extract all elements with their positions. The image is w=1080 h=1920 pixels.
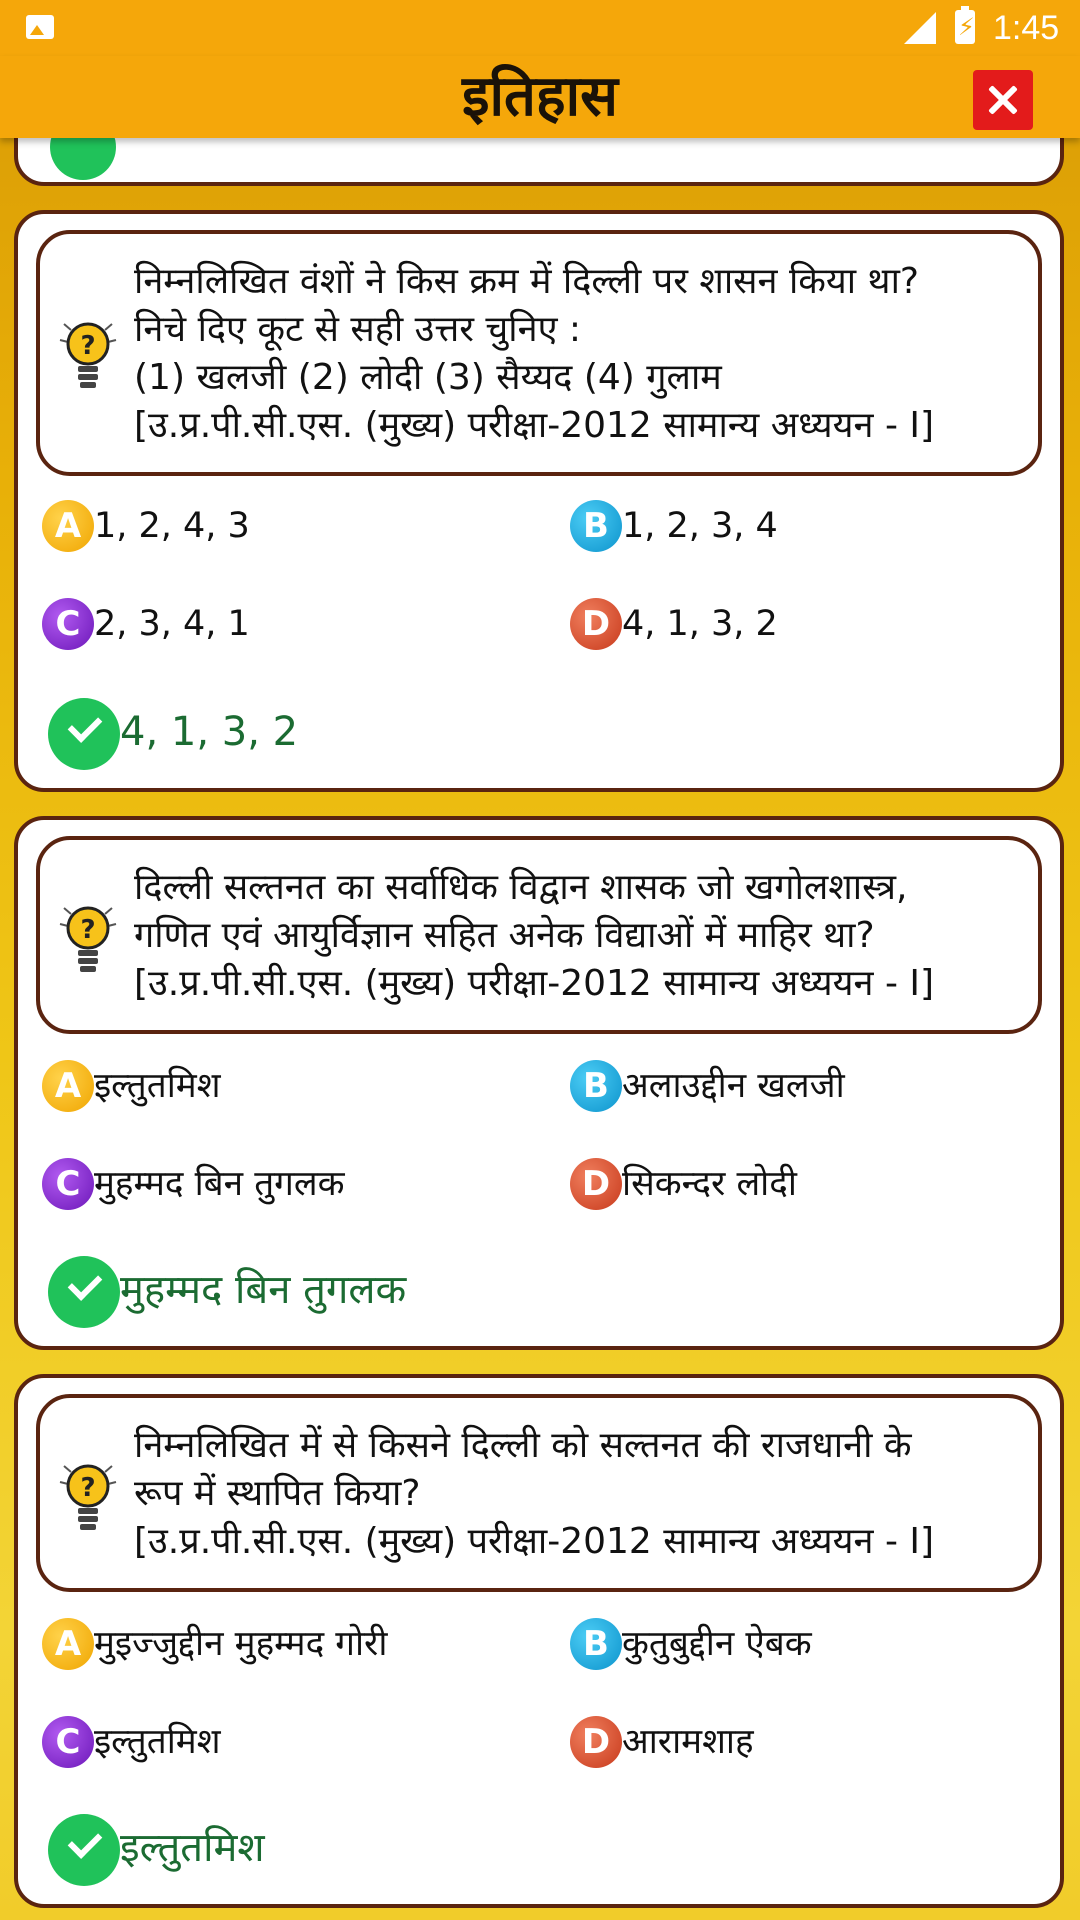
question-card [14, 816, 1064, 1350]
option-badge-c: C [42, 598, 94, 650]
question-text: दिल्ली सल्तनत का सर्वाधिक विद्वान शासक जो खगोलशास्त्र, गणित एवं आयुर्विज्ञान सहित अनेक विद्याओं में माहिर था? [उ.प्र.पी.सी.एस. (मुख्य) परीक्षा-2012 सामान्य अध्ययन - I] [134, 867, 935, 1004]
option-text: मुहम्मद बिन तुगलक [94, 1164, 345, 1204]
lightbulb-question-icon [56, 1456, 120, 1536]
status-bar [0, 0, 1080, 56]
svg-text:?: ? [80, 1473, 96, 1503]
page-title: इतिहास [461, 64, 619, 129]
option-badge-a: A [42, 1060, 94, 1112]
option-text: 4, 1, 3, 2 [622, 604, 778, 644]
correct-answer-text: इल्तुतमिश [120, 1825, 265, 1871]
status-time: 1:45 [993, 9, 1060, 47]
option-badge-c: C [42, 1158, 94, 1210]
question-box [36, 1394, 1042, 1592]
svg-text:?: ? [80, 915, 96, 945]
option-badge-a: A [42, 500, 94, 552]
question-box [36, 230, 1042, 476]
question-text: निम्नलिखित वंशों ने किस क्रम में दिल्ली पर शासन किया था? निचे दिए कूट से सही उत्तर चुनिए : (1) खलजी (2) लोदी (3) सैय्यद (4) गुलाम [उ.प्र.पी.सी.एस. (मुख्य) परीक्षा-2012 सामान्य अध्ययन - I] [134, 261, 935, 446]
question-box [36, 836, 1042, 1034]
option-text: इल्तुतमिश [94, 1722, 221, 1762]
option-badge-b: B [570, 1060, 622, 1112]
signal-icon [904, 12, 936, 44]
question-card [14, 1374, 1064, 1908]
option-text: 1, 2, 4, 3 [94, 506, 250, 546]
check-icon [48, 698, 120, 770]
option-badge-d: D [570, 598, 622, 650]
question-card [14, 210, 1064, 792]
image-icon [26, 15, 54, 39]
option-badge-b: B [570, 500, 622, 552]
check-icon [48, 1256, 120, 1328]
option-text: मुइज्जुद्दीन मुहम्मद गोरी [94, 1624, 388, 1664]
app-header [0, 56, 1080, 138]
correct-answer-text: 4, 1, 3, 2 [120, 709, 299, 755]
option-text: सिकन्दर लोदी [622, 1164, 797, 1204]
option-text: इल्तुतमिश [94, 1066, 221, 1106]
option-text: अलाउद्दीन खलजी [622, 1066, 845, 1106]
option-badge-a: A [42, 1618, 94, 1670]
correct-answer-text: मुहम्मद बिन तुगलक [120, 1267, 407, 1313]
lightbulb-question-icon [56, 898, 120, 978]
option-text: 1, 2, 3, 4 [622, 506, 778, 546]
option-badge-d: D [570, 1716, 622, 1768]
close-button[interactable] [973, 70, 1033, 130]
option-badge-c: C [42, 1716, 94, 1768]
option-text: आरामशाह [622, 1722, 754, 1762]
question-text: निम्नलिखित में से किसने दिल्ली को सल्तनत की राजधानी के रूप में स्थापित किया? [उ.प्र.पी.सी.एस. (मुख्य) परीक्षा-2012 सामान्य अध्ययन - I] [134, 1425, 935, 1562]
svg-text:?: ? [80, 331, 96, 361]
option-text: कुतुबुद्दीन ऐबक [622, 1624, 812, 1664]
option-badge-b: B [570, 1618, 622, 1670]
battery-charging-icon: ⚡ [955, 10, 975, 44]
check-icon [48, 1814, 120, 1886]
option-badge-d: D [570, 1158, 622, 1210]
lightbulb-question-icon [56, 314, 120, 394]
option-text: 2, 3, 4, 1 [94, 604, 250, 644]
